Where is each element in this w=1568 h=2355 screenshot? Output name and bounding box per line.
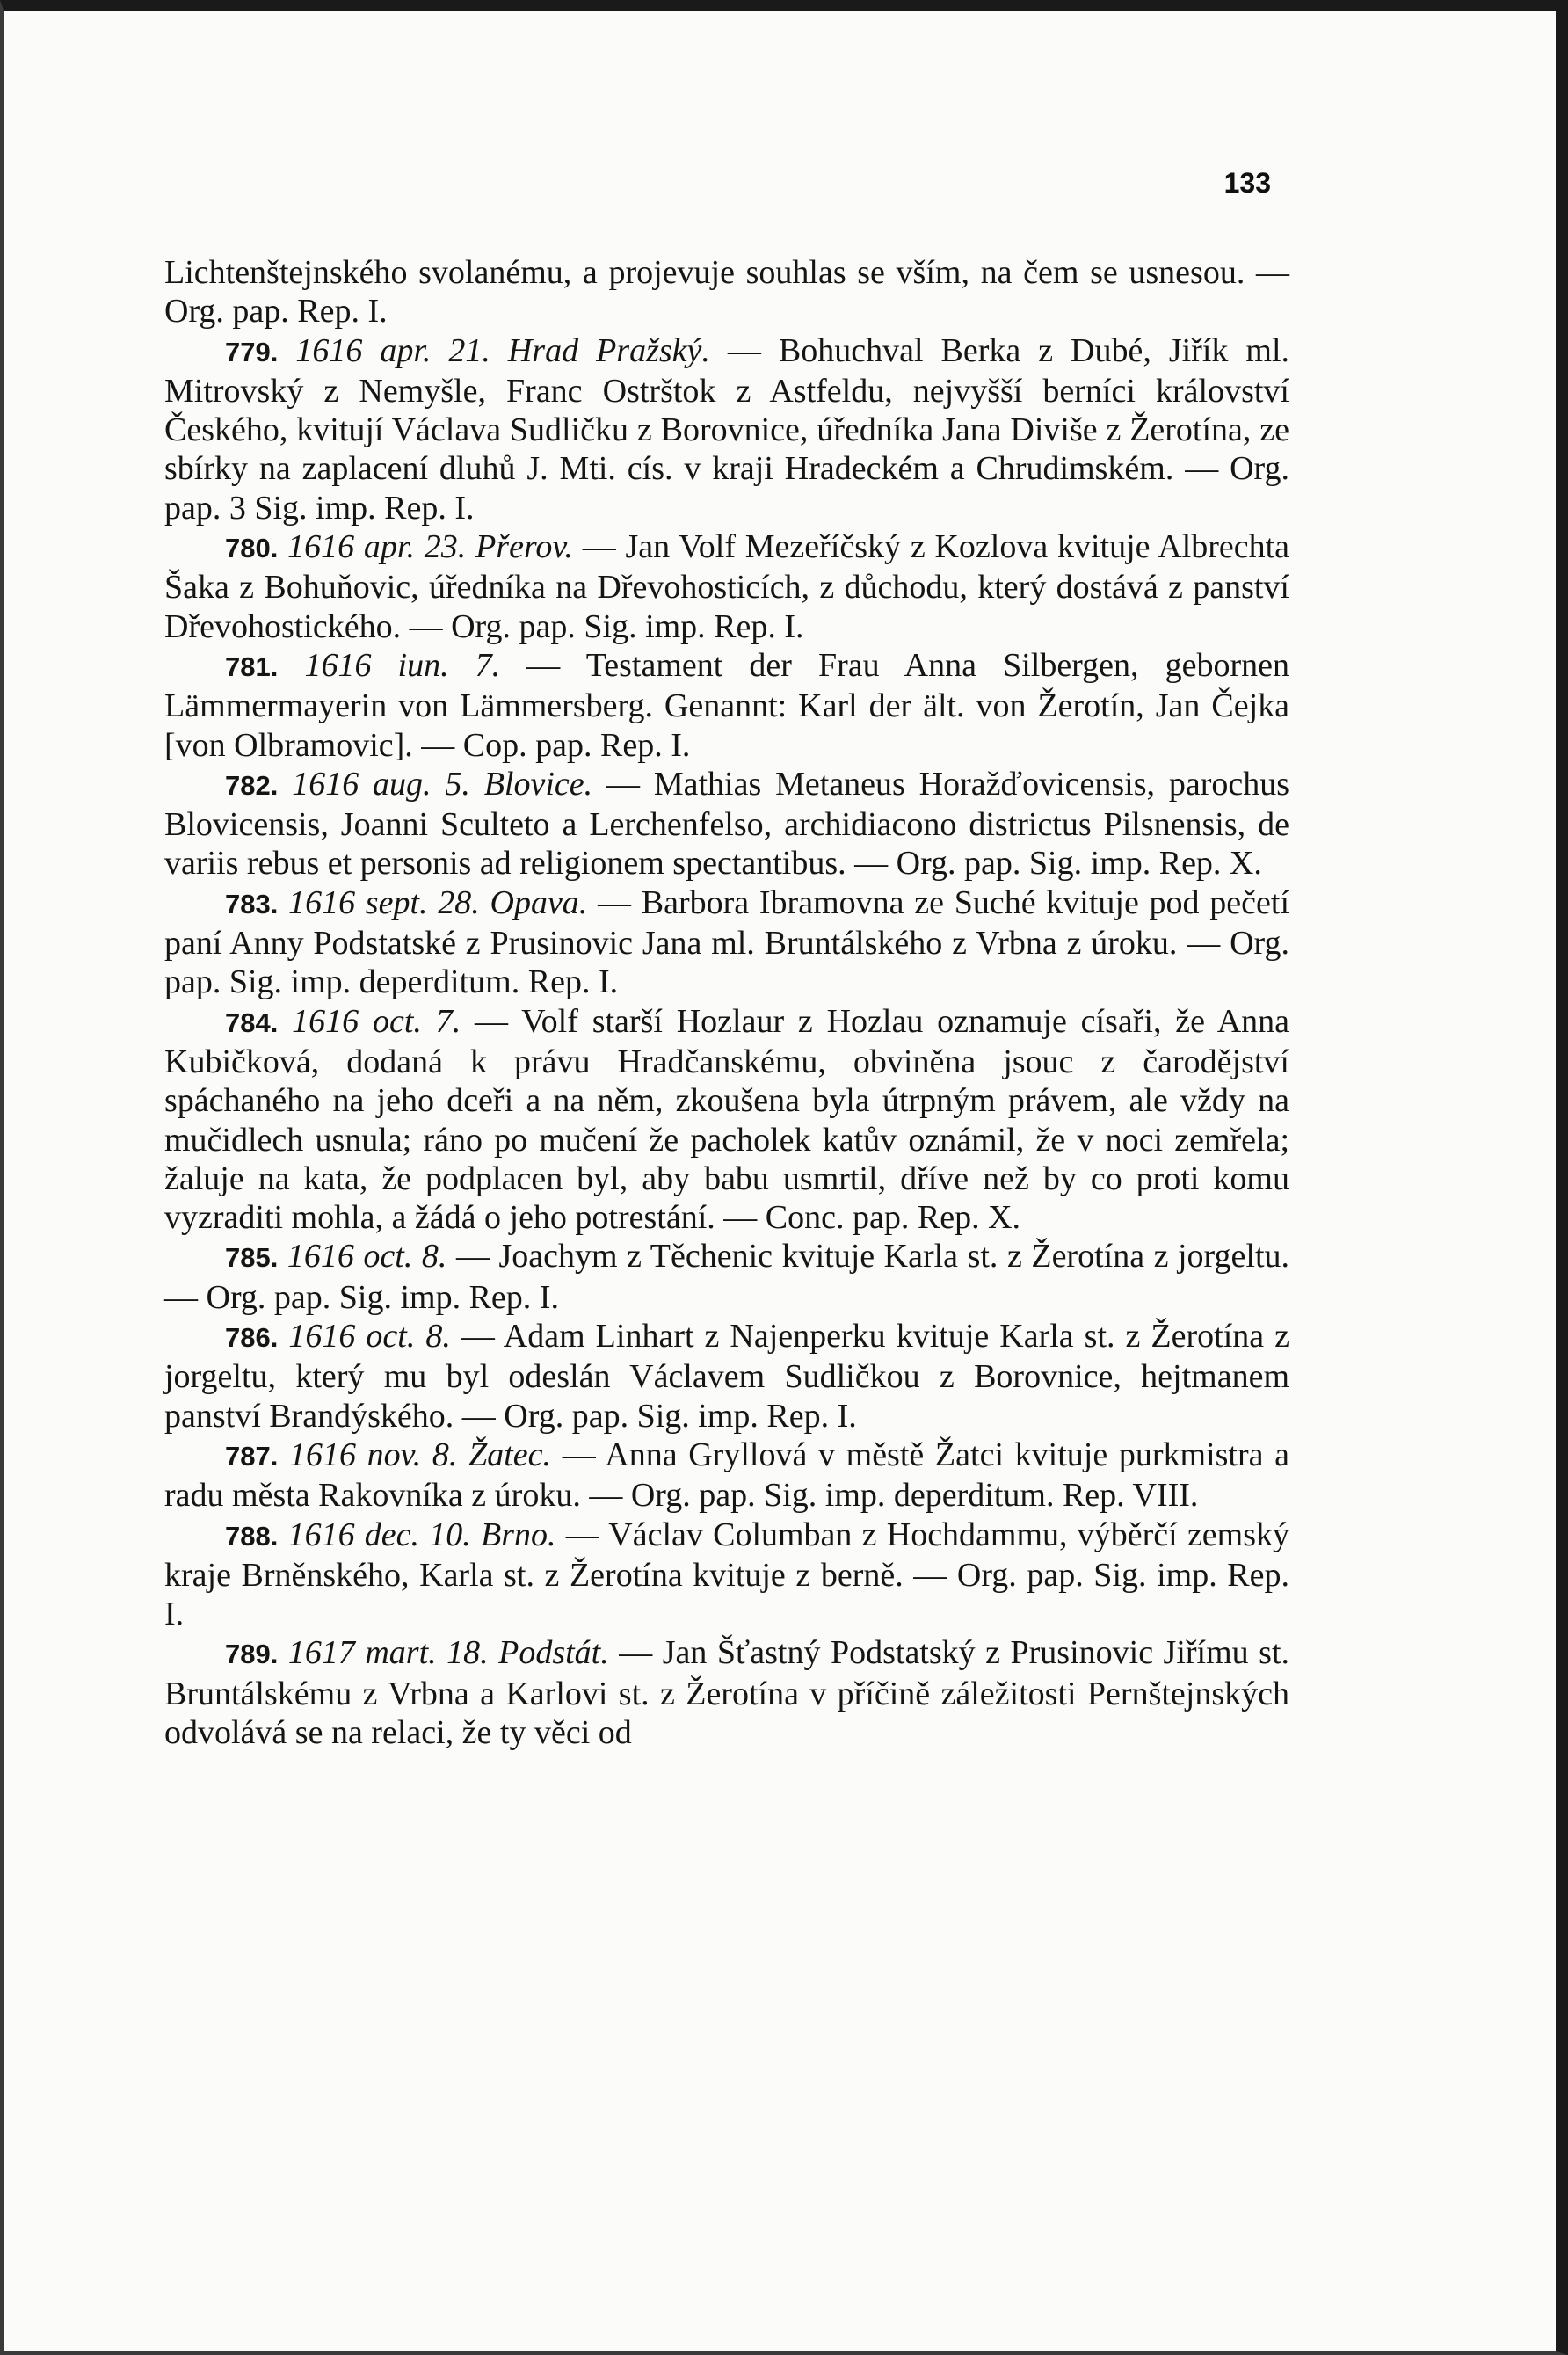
entry-place: Přerov. [475,528,573,566]
entry-number: 779. [225,336,279,367]
entry-date: 1616 sept. 28. [288,883,480,921]
entry-paragraph [164,331,1289,527]
entry-number: 783. [225,888,279,919]
entry-date: 1616 apr. 21. [295,331,490,369]
entry-date: 1616 nov. 8. [289,1436,458,1473]
entry-number: 788. [225,1520,279,1552]
entry-paragraph [164,527,1289,646]
entry-date: 1616 oct. 7. [292,1002,461,1040]
entry-text: — Mathias Metaneus Horažďovicensis, parochus Blovicensis, Joanni Sculteto a Lerchenfelso, archidiacono districtus Pilsnensis, de variis rebus et personis ad religionem spectantibus. — Org. pap. Sig. imp. Rep. X. [164,765,1290,883]
entry-number: 786. [225,1322,279,1354]
entry-text: — Bohuchval Berka z Dubé, Jiřík ml. Mitrovský z Nemyšle, Franc Ostrštok z Astfeldu, nejvyšší berníci království Českého, kvitují Václava Sudličku z Borovnice, úředníka Jana Diviše z Žerotína, ze sbírky na zaplacení dluhů J. Mti. cís. v kraji Hradeckém a Chrudimském. — Org. pap. 3 Sig. imp. Rep. I. [164,331,1289,527]
entry-text: — Volf starší Hozlaur z Hozlau oznamuje císaři, že Anna Kubičková, dodaná k právu Hradčanskému, obviněna jsouc z čarodějství spáchaného na jeho dceři a na něm, zkoušena byla útrpným právem, ale vždy na mučidlech usnula; ráno po mučení že pacholek katův oznámil, že v noci zemřela; žaluje na kata, že podplacen byl, aby babu usmrtil, dříve než by co proti komu vyzraditi mohla, a žádá o jeho potrestání. — Conc. pap. Rep. X. [164,1002,1289,1237]
entry-date: 1616 apr. 23. [287,528,467,566]
entry-place: Podstát. [498,1634,609,1672]
entry-text: — Anna Gryllová v městě Žatci kvituje purkmistra a radu města Rakovníka z úroku. — Org. pap. Sig. imp. deperditum. Rep. VIII. [164,1436,1290,1515]
entry-place: Žatec. [468,1436,552,1473]
entry-date: 1616 oct. 8. [288,1318,451,1356]
page-number: 133 [1223,167,1271,199]
entry-text: — Barbora Ibramovna ze Suché kvituje pod pečetí paní Anny Podstatské z Prusinovic Jana ml. Bruntálského z Vrbna z úroku. — Org. pap. Sig. imp. deperditum. Rep. I. [164,883,1290,1001]
entry-number: 785. [225,1242,279,1274]
entry-paragraph [164,765,1289,883]
entry-text: — Testament der Frau Anna Silbergen, gebornen Lämmermayerin von Lämmersberg. Genannt: Karl der ält. von Žerotín, Jan Čejka [von Olbramovic]. — Cop. pap. Rep. I. [164,646,1289,764]
entry-place: Brno. [481,1515,556,1553]
entry-paragraph [164,1317,1289,1436]
entry-list [164,331,1289,1753]
entry-text: — Adam Linhart z Najenperku kvituje Karla st. z Žerotína z jorgeltu, který mu byl odeslán Václavem Sudličkou z Borovnice, hejtmanem panství Brandýského. — Org. pap. Sig. imp. Rep. I. [164,1318,1290,1435]
entry-number: 789. [225,1639,279,1670]
entry-number: 782. [225,769,279,801]
entry-number: 784. [225,1007,279,1038]
entry-date: 1616 iun. 7. [304,646,501,684]
entry-date: 1617 mart. 18. [287,1634,489,1672]
entry-paragraph [164,646,1289,765]
entry-place: Hrad Pražský. [507,331,710,369]
entry-paragraph [164,1633,1289,1752]
entry-text: — Joachym z Těchenic kvituje Karla st. z Žerotína z jorgeltu. — Org. pap. Sig. imp. Rep. I. [164,1238,1290,1316]
entry-paragraph [164,1002,1289,1238]
entry-text: — Václav Columban z Hochdammu, výběrčí zemský kraje Brněnského, Karla st. z Žerotína kvituje z berně. — Org. pap. Sig. imp. Rep. I. [164,1515,1290,1633]
entry-paragraph [164,1515,1289,1634]
intro-paragraph: Lichtenštejnského svolanému, a projevuje souhlas se vším, na čem se usnesou. — Org. pap. Rep. I. [164,254,1289,331]
entry-text: — Jan Volf Mezeříčský z Kozlova kvituje Albrechta Šaka z Bohuňovic, úředníka na Dřevohosticích, z důchodu, který dostává z panství Dřevohostického. — Org. pap. Sig. imp. Rep. I. [164,528,1290,645]
entry-number: 787. [225,1440,279,1472]
entry-date: 1616 dec. 10. [287,1515,471,1553]
entry-paragraph [164,1436,1289,1515]
entry-place: Blovice. [483,765,593,803]
entry-date: 1616 oct. 8. [287,1238,447,1276]
entry-paragraph [164,1237,1289,1317]
document-body [164,253,1289,1752]
entry-number: 780. [225,533,279,564]
entry-date: 1616 aug. 5. [292,765,470,803]
entry-number: 781. [225,651,279,682]
entry-text: — Jan Šťastný Podstatský z Prusinovic Jiřímu st. Bruntálskému z Vrbna a Karlovi st. z Žerotína v příčině záležitosti Pernštejnských odvolává se na relaci, že ty věci od [164,1634,1290,1751]
entry-paragraph [164,883,1289,1002]
entry-place: Opava. [490,883,588,921]
